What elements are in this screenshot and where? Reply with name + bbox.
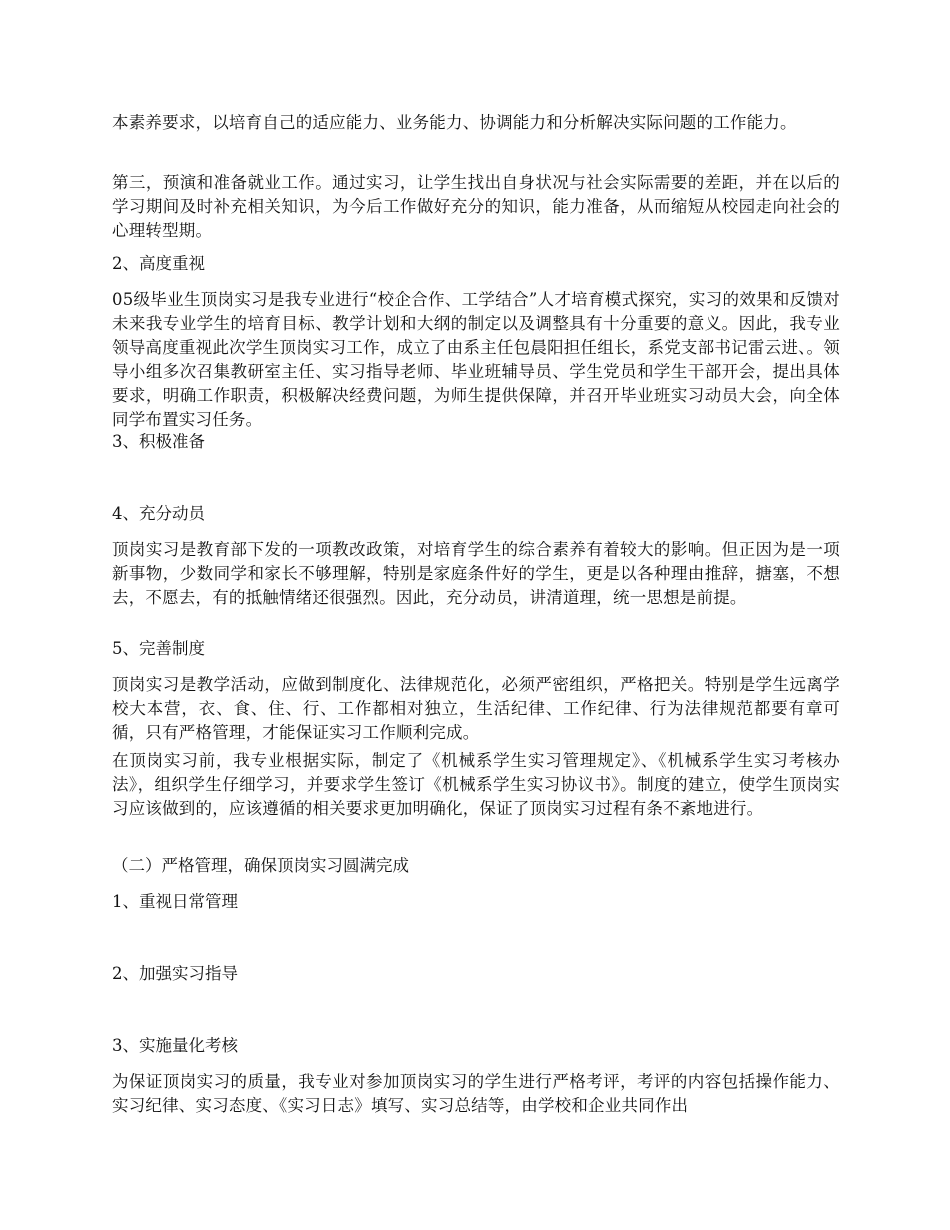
heading-2: 2、高度重视 [112, 254, 205, 273]
paragraph-intro: 本素养要求，以培育自己的适应能力、业务能力、协调能力和分析解决实际问题的工作能力。 [112, 113, 797, 132]
heading-s2-2: 2、加强实习指导 [112, 964, 238, 983]
paragraph-5a: 顶岗实习是教学活动，应做到制度化、法律规范化，必须严密组织，严格把关。特别是学生远离学校大本营，衣、食、住、行、工作都相对独立，生活纪律、工作纪律、行为法律规范都要有章可循，只有严格管理，才能保证实习工作顺利完成。 [112, 675, 840, 742]
heading-s2-3: 3、实施量化考核 [112, 1036, 238, 1055]
paragraph-third: 第三，预演和准备就业工作。通过实习，让学生找出自身状况与社会实际需要的差距，并在以后的学习期间及时补充相关知识，为今后工作做好充分的知识，能力准备，从而缩短从校园走向社会的心理转型期。 [112, 173, 840, 240]
heading-section-2: （二）严格管理，确保顶岗实习圆满完成 [112, 856, 409, 875]
heading-5: 5、完善制度 [112, 639, 205, 658]
paragraph-s2-3: 为保证顶岗实习的质量，我专业对参加顶岗实习的学生进行严格考评，考评的内容包括操作能力、实习纪律、实习态度、《实习日志》填写、实习总结等，由学校和企业共同作出 [112, 1072, 840, 1115]
paragraph-2: 05级毕业生顶岗实习是我专业进行“校企合作、工学结合”人才培育模式探究，实习的效果和反馈对未来我专业学生的培育目标、教学计划和大纲的制定以及调整具有十分重要的意义。因此，我专业领导高度重视此次学生顶岗实习工作，成立了由系主任包晨阳担任组长，系党支部书记雷云进、。领导小组多次召集教研室主任、实习指导老师、毕业班辅导员、学生党员和学生干部开会，提出具体要求，明确工作职责，积极解决经费问题，为师生提供保障，并召开毕业班实习动员大会，向全体同学布置实习任务。 [112, 290, 840, 429]
heading-4: 4、充分动员 [112, 504, 205, 523]
paragraph-4: 顶岗实习是教育部下发的一项教改政策，对培育学生的综合素养有着较大的影响。但正因为是一项新事物，少数同学和家长不够理解，特别是家庭条件好的学生，更是以各种理由推辞，搪塞，不想去，不愿去，有的抵触情绪还很强烈。因此，充分动员，讲清道理，统一思想是前提。 [112, 540, 840, 607]
paragraph-5b: 在顶岗实习前，我专业根据实际，制定了《机械系学生实习管理规定》、《机械系学生实习考核办法》，组织学生仔细学习，并要求学生签订《机械系学生实习协议书》。制度的建立，使学生顶岗实习应该做到的，应该遵循的相关要求更加明确化，保证了顶岗实习过程有条不紊地进行。 [112, 751, 840, 818]
heading-s2-1: 1、重视日常管理 [112, 892, 238, 911]
heading-3: 3、积极准备 [112, 432, 205, 451]
